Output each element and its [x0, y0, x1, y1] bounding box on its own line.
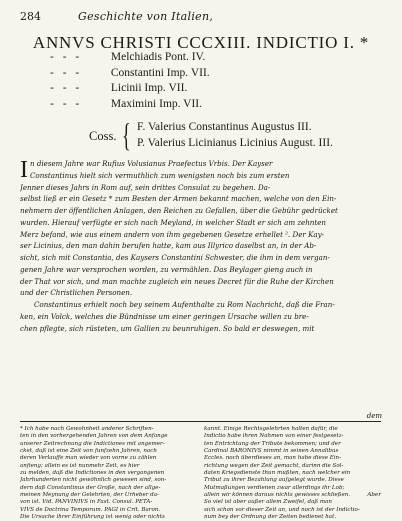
footnote-line: Indictio habe ihren Nahmen von einer festgesetz- — [204, 433, 344, 440]
consul-first: F. Valerius Constantinus Augustus III. — [137, 121, 312, 133]
main-text — [20, 158, 381, 334]
text-line: ser Licinius, den man dahin berufen hatte, kam aus Illyrico daselbst an, in der Ab- — [20, 241, 317, 251]
footnote-line: meinen Meynung der Gelehrten, der Urheber da- — [20, 492, 159, 499]
era-row-pope — [50, 51, 380, 67]
footnote-column-right — [204, 426, 380, 521]
era-label: Melchiadis Pont. IV. — [110, 51, 206, 63]
text-line: wurden. Hierauf verfügte er sich nach Meyland, in welcher Stadt er sich am zehnten — [20, 217, 326, 227]
text-line: nehmern der öffentlichen Anlagen, den Reichen zu Gefallen, über die Gebühr gedrücket — [20, 206, 338, 215]
era-label: Maximini Imp. VII. — [110, 97, 203, 110]
era-dashes: - - - — [50, 51, 83, 63]
text-line: Constantinus hielt sich vermuthlich zum wenigsten noch bis zum ersten — [30, 170, 290, 180]
era-dashes: - - - — [50, 82, 83, 94]
drop-cap: I — [20, 157, 28, 183]
text-line: n diesem Jahre war Rufius Volusianus Praefectus Vrbis. Der Kayser — [30, 159, 273, 168]
text-line: ken, ein Volck, welches die Bündnisse um einer geringen Ursache willen zu bre- — [20, 311, 309, 321]
era-list — [50, 51, 380, 113]
footnote-line: deren Verlauffe man wieder von vorne zu zählen — [20, 455, 157, 462]
running-title: Geschichte von Italien, — [78, 10, 214, 23]
text-line: Jenner dieses Jahrs in Rom auf, sein drittes Consulat zu begehen. Da- — [20, 182, 271, 192]
footnote-line: Cardinal BARONIVS nimmt in seinen Annalibus — [204, 448, 339, 455]
footnote-line: Tribut zu ihrer Bezahlung aufgelegt wurde. Diese — [204, 477, 344, 484]
footnote-line: * Ich habe nach Gewohnheit anderer Schriften- — [20, 426, 154, 432]
footnote-column-left — [20, 426, 196, 521]
footnote-line: anfieng; allein es ist nunmehr Zeit, es hier — [20, 462, 140, 469]
text-line: Merz befand, wie aus einem andern von ihm gegebenen Gesetze erhellet ². Der Kay- — [20, 229, 324, 239]
text-line: und der Christlichen Personen. — [20, 288, 133, 298]
curly-brace-icon: { — [122, 118, 131, 154]
era-dashes: - - - — [50, 66, 83, 79]
footnote-line: allein wir können daraus nichts gewisses schließen. — [204, 492, 351, 499]
footnote-line: num bey der Ordnung der Zeiten bedienet hat. — [204, 514, 337, 521]
era-row-constantine — [50, 67, 380, 83]
footnote-line: Mutmaßungen verdienen zwar allerdings ihr Lob; — [204, 484, 345, 491]
consuls-block — [89, 120, 389, 154]
era-row-maximinus — [50, 98, 380, 114]
text-line: chen pflegte, sich rüsteten, um Gallien zu beunruhigen. So bald er deswegen, mit — [20, 323, 315, 333]
footnote-divider — [20, 421, 381, 422]
footnote-line: sich schon vor dieser Zeit an, und noch ist der Indictio- — [204, 506, 360, 513]
footnote-line: richtung wegen der Zeit gemacht, darinn die Sol- — [204, 462, 344, 469]
page-number: 284 — [20, 10, 41, 23]
footnote-line: dern daß Constantinus der Große, nach der allge- — [20, 484, 161, 491]
era-row-licinius — [50, 82, 380, 98]
catchword: dem — [366, 412, 382, 420]
year-title: ANNVS CHRISTI CCCXIII. INDICTIO I. * — [32, 33, 370, 52]
text-line: selbst ließ er ein Gesetz * zum Besten der Armen bekannt machen, welche von den Ein- — [20, 194, 337, 204]
footnote-catchword: Aber — [367, 492, 381, 498]
footnotes — [20, 426, 381, 521]
consuls-label: Coss. — [89, 129, 117, 143]
footnote-line: VIVS de Doctrina Temporum. PAGI in Crit. Baron. — [20, 506, 161, 513]
era-label: Licinii Imp. VII. — [110, 82, 188, 94]
footnote-line: So viel ist aber außer allem Zweifel, daß man — [204, 499, 333, 506]
text-line: Constantinus erhielt noch bey seinem Aufenthalte zu Rom Nachricht, daß die Fran- — [34, 300, 335, 309]
text-line: sicht, sich mit Constantia, des Kaysers Constantini Schwester, die ihm in dem vergan- — [20, 253, 330, 262]
paragraph-1 — [20, 158, 381, 299]
footnote-line: ten in den vorhergehenden Jahren von dem Anfange — [20, 433, 168, 440]
footnote-line: Jahrhunderten nicht gewöhnlich gewesen sind, son- — [20, 477, 167, 484]
text-line: der That vor sich, und man machte zugleich ein neues Decret für die Ruhe der Kirchen — [20, 276, 334, 286]
footnote-line: kannt. Einige Rechtsgelehrten halten dafür, die — [204, 426, 338, 432]
text-line: genen Jahre war versprochen worden, zu vermählen. Das Beylager gieng auch in — [20, 264, 313, 274]
paragraph-2 — [20, 299, 381, 334]
footnote-line: cket, daß ist eine Zeit von funfzehn Jahren, nach — [20, 448, 157, 455]
footnote-line: unserer Zeitrechnung die Indictiones mit angemer- — [20, 440, 165, 447]
running-head — [20, 10, 384, 24]
footnote-line: von ist. Vid. PANVINIVS in Fast. Consul. PETA- — [20, 499, 153, 506]
era-dashes: - - - — [50, 97, 83, 110]
consul-second: P. Valerius Licinianus Licinius August. III. — [137, 137, 333, 149]
footnote-line: zu melden, daß die Indictiones in den vergangenen — [20, 470, 165, 477]
footnote-line: daten Kriegsdienste thun mußten, nach welcher ein — [204, 470, 351, 477]
footnote-line: Eccles. noch überdieses an, man habe diese Ein- — [204, 455, 342, 462]
footnote-line: Die Ursache ihrer Einführung ist wenig oder nichts — [20, 514, 165, 521]
era-label: Constantini Imp. VII. — [110, 66, 210, 79]
footnote-line: ten Entrichtung der Tribute bekommen; und der — [204, 440, 341, 447]
